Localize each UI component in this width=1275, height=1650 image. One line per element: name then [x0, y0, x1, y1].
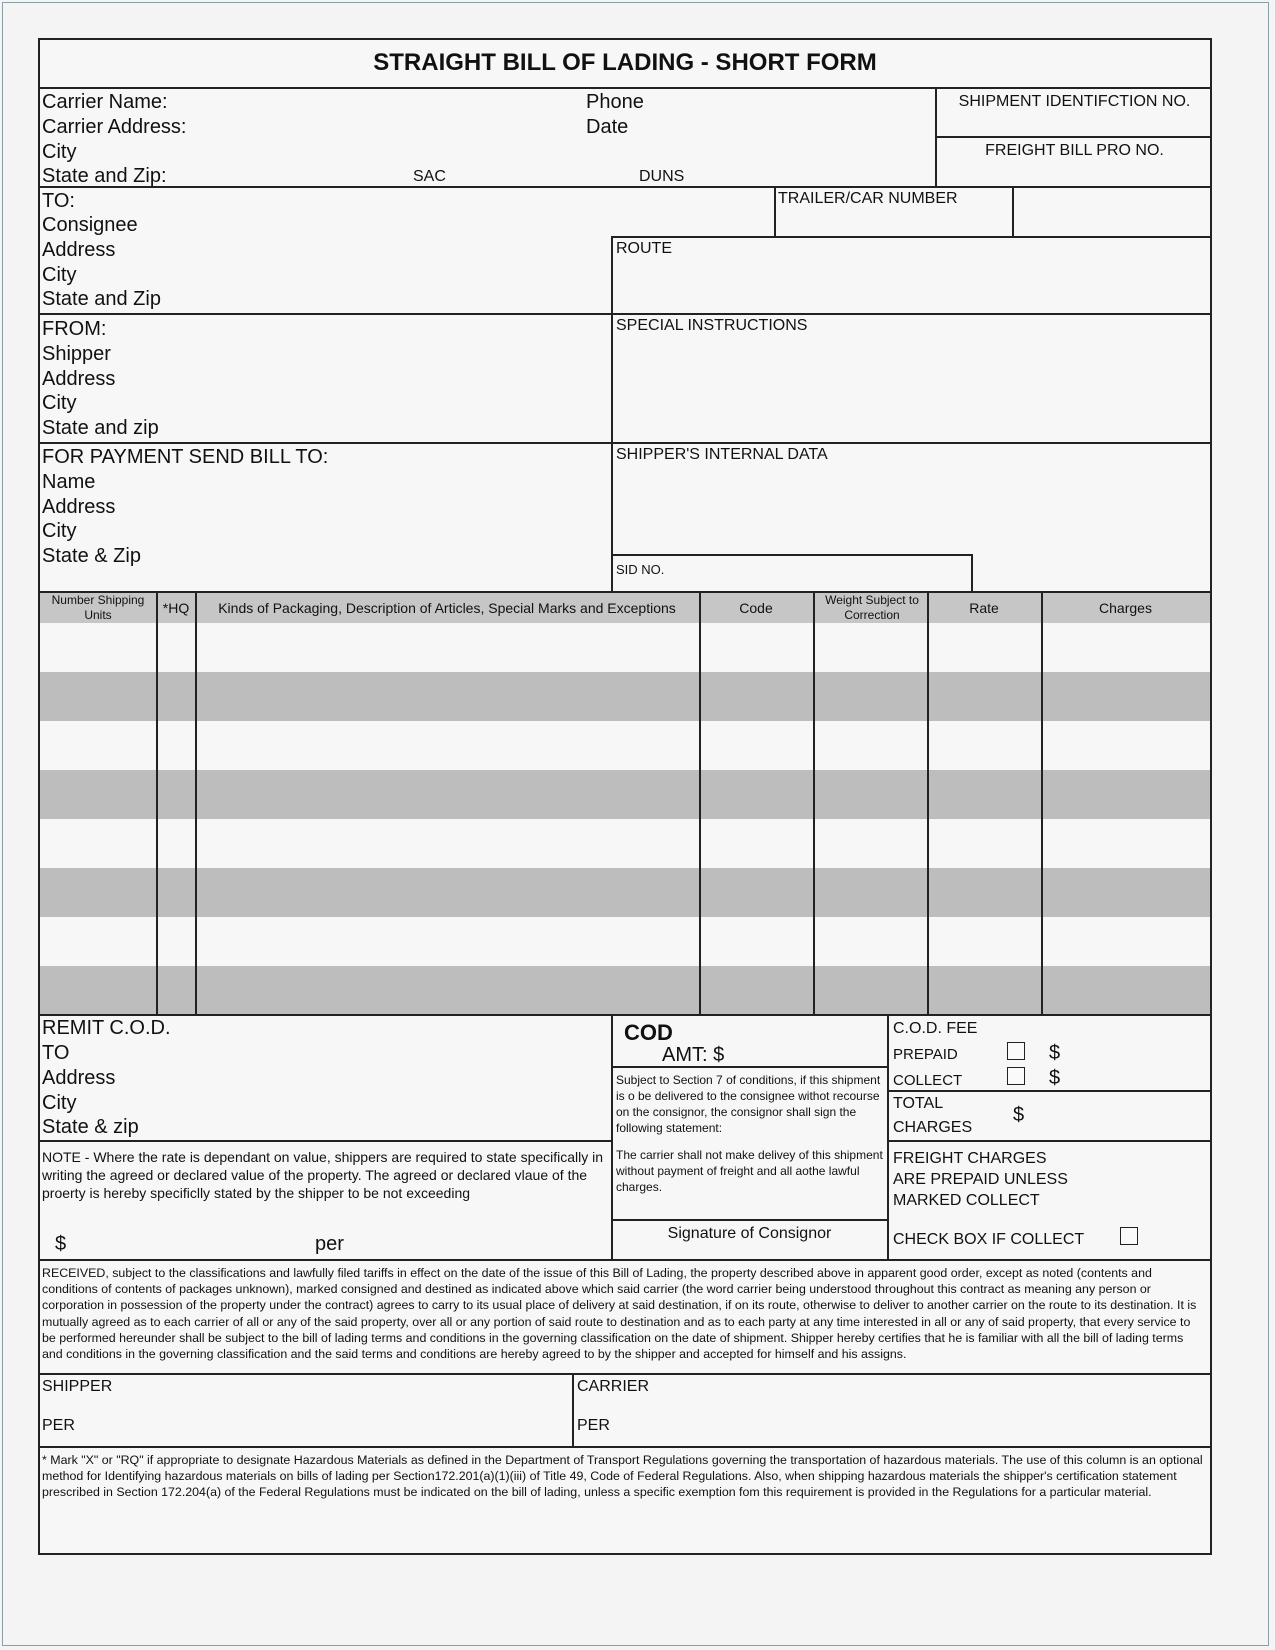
check-collect-checkbox[interactable] — [1120, 1227, 1138, 1245]
note-dollar: $ — [55, 1233, 67, 1255]
table-row[interactable] — [40, 721, 1210, 770]
col-divider-3 — [699, 593, 701, 1014]
cod-right-divider — [887, 1014, 889, 1260]
table-row[interactable] — [40, 966, 1210, 1015]
remit-header: REMIT C.O.D. — [42, 1017, 171, 1039]
payment-city-label: City — [42, 520, 77, 542]
consignor-signature-label: Signature of Consignor — [667, 1225, 832, 1242]
total-dollar: $ — [1013, 1104, 1025, 1126]
received-bottom-divider — [40, 1373, 1210, 1375]
id-mid-divider — [935, 136, 1210, 138]
trailer-bottom-divider — [611, 236, 1210, 238]
col-header-hq: *HQ — [162, 600, 190, 616]
consignee-label: Consignee — [42, 214, 138, 236]
col-divider-6 — [1041, 593, 1043, 1014]
cod-subject-text: Subject to Section 7 of conditions, if this shipment is o be delivered to the consignee withot recourse on the consignor, the consignor shall sign the following statement: — [616, 1073, 881, 1135]
col-header-rate: Rate — [969, 600, 999, 616]
to-header: TO: — [42, 190, 75, 212]
remit-state-zip-label: State & zip — [42, 1116, 139, 1138]
route-bottom-divider — [40, 313, 1210, 315]
sac-label: SAC — [413, 168, 446, 185]
col-header-description: Kinds of Packaging, Description of Articles, Special Marks and Exceptions — [218, 600, 676, 616]
table-row[interactable] — [40, 672, 1210, 721]
trailer-left-divider — [774, 186, 776, 237]
table-row[interactable] — [40, 868, 1210, 917]
collect-checkbox[interactable] — [1007, 1067, 1025, 1085]
note-text: NOTE - Where the rate is dependant on value, shippers are required to state specifically in writing the agreed or declared value of the property. The agreed or declared vlaue of the proerty is hereby specificlly stated by the shipper to be not exceeding — [42, 1149, 604, 1201]
phone-label: Phone — [586, 91, 644, 113]
col-header-units: Number Shipping Units — [51, 593, 145, 622]
shipper-label: Shipper — [42, 343, 111, 365]
total-divider — [887, 1140, 1210, 1142]
shipper-signature-label: SHIPPER — [42, 1378, 113, 1395]
note-bottom-divider — [40, 1259, 1210, 1261]
carrier-city-label: City — [42, 141, 77, 163]
table-row[interactable] — [40, 770, 1210, 819]
remit-bottom-divider — [40, 1140, 612, 1142]
total-label-line1: TOTAL — [893, 1095, 944, 1112]
col-divider-4 — [813, 593, 815, 1014]
consignee-state-zip-label: State and Zip — [42, 288, 161, 310]
column-divider — [611, 236, 613, 592]
shipper-city-label: City — [42, 392, 77, 414]
total-label-line2: CHARGES — [893, 1119, 973, 1136]
form-title: STRAIGHT BILL OF LADING - SHORT FORM — [373, 49, 877, 76]
signature-bottom-divider — [40, 1446, 1210, 1448]
bill-of-lading-form — [38, 38, 1212, 1555]
special-instructions-label: SPECIAL INSTRUCTIONS — [616, 317, 808, 334]
shipper-address-label: Address — [42, 368, 116, 390]
note-per: per — [315, 1233, 344, 1255]
cod-carrier-text: The carrier shall not make delivey of this shipment without payment of freight and all aothe lawful charges. — [616, 1148, 883, 1194]
table-row[interactable] — [40, 623, 1210, 672]
shipper-per-label: PER — [42, 1417, 75, 1434]
table-row[interactable] — [40, 917, 1210, 966]
col-divider-1 — [156, 593, 158, 1014]
sid-top-divider — [611, 554, 973, 556]
sid-right-divider — [971, 554, 973, 592]
table-row[interactable] — [40, 819, 1210, 868]
cod-amount-divider — [611, 1066, 888, 1068]
trailer-right-divider — [1012, 186, 1014, 237]
cod-fee-label: C.O.D. FEE — [893, 1020, 978, 1037]
col-divider-5 — [927, 593, 929, 1014]
freight-charges-line2: ARE PREPAID UNLESS — [893, 1171, 1068, 1188]
remit-address-label: Address — [42, 1067, 116, 1089]
title-divider — [40, 87, 1210, 89]
date-label: Date — [586, 116, 629, 138]
collect-dollar: $ — [1049, 1067, 1061, 1089]
carrier-state-zip-label: State and Zip: — [42, 165, 167, 187]
cod-left-divider — [611, 1014, 613, 1260]
consignee-address-label: Address — [42, 239, 116, 261]
remit-to-label: TO — [42, 1042, 70, 1064]
sid-label: SID NO. — [616, 562, 665, 577]
received-terms-text: RECEIVED, subject to the classifications and lawfully filed tariffs in effect on the date of the issue of this Bill of Lading, the property described above in apparent good order, except as noted (contents and conditions of contents of packages unknown), marked consigned and destined as indicated above which said carrier (the word carrier being understood throughout this contract as meaning any person or corporation in possession of the property under the contract) agrees to carry to its usual place of delivery at said destination, if on its route, otherwise to deliver to another carrier on the route to its destination. It is mutually agreed as to each carrier of all or any of the said property, over all or any portion of said route to destination and as to each party at any time interested in all or any of said property, that every service to be performed hereunder shall be subject to the bill of lading terms and conditions in the governing classification on the date of shipment. Shipper hereby certifies that he is familiar with all the bill of lading terms and conditions in the governing classification and the said terms and conditions are hereby agreed to by the shipper and accepted for himself and his assigns. — [42, 1266, 1197, 1362]
signature-column-divider — [572, 1373, 574, 1446]
shipment-id-label: SHIPMENT IDENTIFCTION NO. — [958, 93, 1191, 110]
freight-bill-pro-label: FREIGHT BILL PRO NO. — [985, 142, 1164, 159]
internal-data-label: SHIPPER'S INTERNAL DATA — [616, 446, 828, 463]
remit-city-label: City — [42, 1092, 77, 1114]
duns-label: DUNS — [639, 168, 685, 185]
from-bottom-divider — [40, 442, 1210, 444]
cod-amount-label: AMT: $ — [662, 1044, 725, 1066]
payment-state-zip-label: State & Zip — [42, 545, 141, 567]
carrier-bottom-divider — [40, 186, 1210, 188]
carrier-address-label: Carrier Address: — [42, 116, 187, 138]
carrier-signature-label: CARRIER — [577, 1378, 650, 1395]
payment-address-label: Address — [42, 496, 116, 518]
from-header: FROM: — [42, 318, 107, 340]
cod-title: COD — [624, 1020, 673, 1045]
col-header-charges: Charges — [1099, 600, 1152, 616]
prepaid-label: PREPAID — [893, 1046, 958, 1063]
consignee-city-label: City — [42, 264, 77, 286]
route-label: ROUTE — [616, 240, 672, 257]
col-header-weight: Weight Subject to Correction — [825, 593, 919, 622]
payment-name-label: Name — [42, 471, 96, 493]
prepaid-checkbox[interactable] — [1007, 1042, 1025, 1060]
carrier-name-label: Carrier Name: — [42, 91, 168, 113]
check-collect-label: CHECK BOX IF COLLECT — [893, 1231, 1085, 1248]
freight-charges-line3: MARKED COLLECT — [893, 1192, 1040, 1209]
col-header-code: Code — [739, 600, 773, 616]
carrier-per-label: PER — [577, 1417, 610, 1434]
signature-divider — [611, 1219, 888, 1221]
fee-divider — [887, 1090, 1210, 1092]
items-table — [40, 591, 1210, 1016]
prepaid-dollar: $ — [1049, 1042, 1061, 1064]
hazmat-footnote: * Mark "X" or "RQ" if appropriate to designate Hazardous Materials as defined in the Department of Transport Regulations governing the transportation of hazardous materials. The use of this column is an optional method for Identifying hazardous materials on bills of lading per Section172.201(a)(1)(iii) of Title 49, Code of Federal Regulations. Also, when shipping hazardous materials the shipper's certification statement prescribed in Section 172.204(a) of the Federal Regulations must be indicated on the bill of lading, unless a specific exemption fom this requirement is provided in the Regulations for a particular material. — [42, 1453, 1203, 1500]
freight-charges-line1: FREIGHT CHARGES — [893, 1150, 1047, 1167]
trailer-car-label: TRAILER/CAR NUMBER — [778, 190, 958, 207]
collect-label: COLLECT — [893, 1072, 963, 1089]
table-bottom-divider — [40, 1014, 1210, 1016]
payment-header: FOR PAYMENT SEND BILL TO: — [42, 446, 329, 468]
col-divider-2 — [195, 593, 197, 1014]
shipper-state-zip-label: State and zip — [42, 417, 159, 439]
